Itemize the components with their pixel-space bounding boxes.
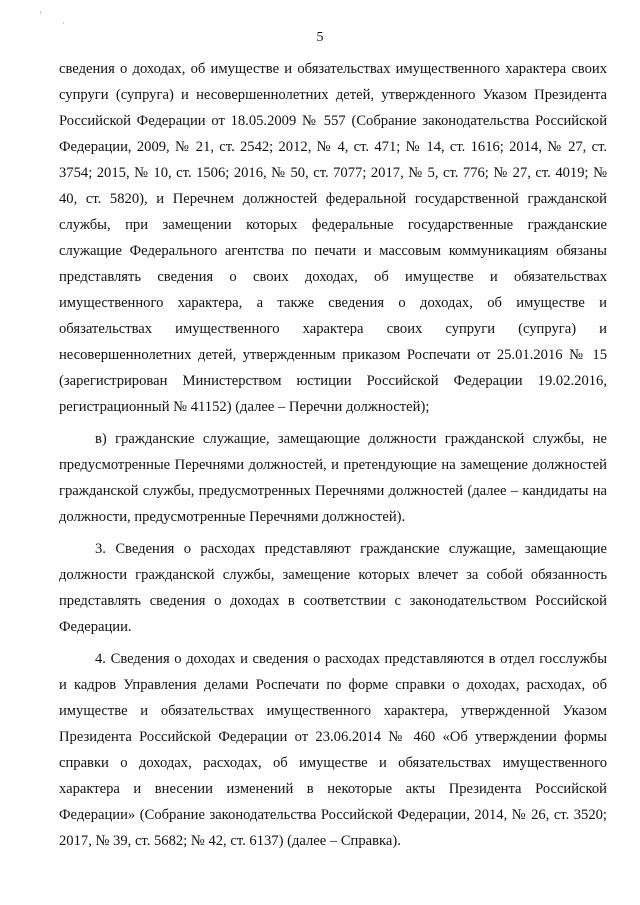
paragraph-item-v: в) гражданские служащие, замещающие должности гражданской службы, не предусмотренные Перечнями должностей, и претендующие на замещение должностей гражданской службы, предусмотренных Перечнями должностей (далее – кандидаты на должности, предусмотренные Перечнями должностей). [59,431,607,525]
paragraph-continuation: сведения о доходах, об имуществе и обязательствах имущественного характера своих супруги (супруга) и несовершеннолетних детей, утвержденного Указом Президента Российской Федерации от 18.05.2009 № 557 (Собрание законодательства Российской Федерации, 2009, № 21, ст. 2542; 2012, № 4, ст. 471; № 14, ст. 1616; 2014, № 27, ст. 3754; 2015, № 10, ст. 1506; 2016, № 50, ст. 7077; 2017, № 5, ст. 776; № 27, ст. 4019; № 40, ст. 5820), и Перечнем должностей федеральной государственной гражданской службы, при замещении которых федеральные государственные гражданские служащие Федерального агентства по печати и массовым коммуникациям обязаны представлять сведения о своих доходах, об имуществе и обязательствах имущественного характера, а также сведения о доходах, об имуществе и обязательствах имущественного характера своих супруги (супруга) и несовершеннолетних детей, утвержденным приказом Роспечати от 25.01.2016 № 15 (зарегистрирован Министерством юстиции Российской Федерации 19.02.2016, регистрационный № 41152) (далее – Перечни должностей); [59,61,607,415]
scan-artifact-mark: ' [40,10,42,20]
scan-artifact-mark: · [62,18,65,28]
paragraph-item-3: 3. Сведения о расходах представляют гражданские служащие, замещающие должности гражданской службы, замещение которых влечет за собой обязанность представлять сведения о доходах в соответствии с законодательством Российской Федерации. [59,541,607,635]
page-number: 5 [316,30,324,45]
paragraph-item-4: 4. Сведения о доходах и сведения о расходах представляются в отдел госслужбы и кадров Управления делами Роспечати по форме справки о доходах, расходах, об имуществе и обязательствах имущественного характера, утвержденной Указом Президента Российской Федерации от 23.06.2014 № 460 «Об утверждении формы справки о доходах, расходах, об имуществе и обязательствах имущественного характера и внесении изменений в некоторые акты Президента Российской Федерации» (Собрание законодательства Российской Федерации, 2014, № 26, ст. 3520; 2017, № 39, ст. 5682; № 42, ст. 6137) (далее – Справка). [59,651,607,849]
document-body [59,56,607,860]
